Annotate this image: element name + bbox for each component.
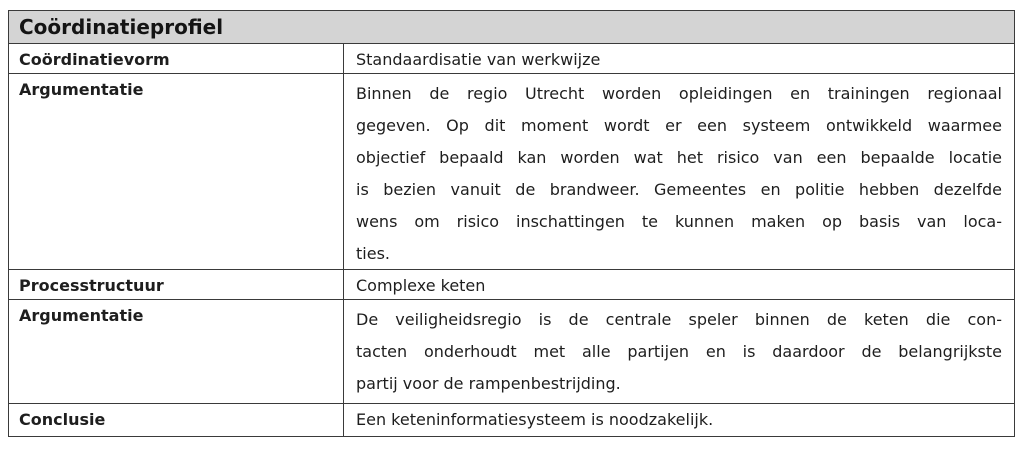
table-row-coordination-form	[9, 44, 1014, 74]
value-line: ties.	[356, 244, 390, 263]
row-label: Coördinatievorm	[9, 44, 344, 73]
row-value	[344, 404, 1014, 436]
row-label: Processtructuur	[9, 270, 344, 299]
row-value	[344, 44, 1014, 73]
value-line: Complexe keten	[356, 276, 486, 295]
value-line: De veiligheidsregio is de centrale speler binnen de keten die con-	[356, 310, 1002, 329]
value-line: partij voor de rampenbestrijding.	[356, 374, 621, 393]
value-line: is bezien vanuit de brandweer. Gemeentes en politie hebben dezelfde	[356, 180, 1002, 199]
row-value	[344, 74, 1014, 269]
value-line: Een keteninformatiesysteem is noodzakelijk.	[356, 410, 714, 429]
table-row-conclusion	[9, 404, 1014, 436]
coordination-profile-table	[8, 10, 1015, 437]
value-line: wens om risico inschattingen te kunnen maken op basis van loca-	[356, 212, 1002, 231]
value-line: objectief bepaald kan worden wat het risico van een bepaalde locatie	[356, 148, 1002, 167]
table-row-argumentation-2	[9, 300, 1014, 404]
table-row-process-structure	[9, 270, 1014, 300]
row-label: Argumentatie	[9, 74, 344, 269]
row-value	[344, 300, 1014, 403]
value-line: Standaardisatie van werkwijze	[356, 50, 601, 69]
row-value	[344, 270, 1014, 299]
value-line: tacten onderhoudt met alle partijen en is daardoor de belangrijkste	[356, 342, 1002, 361]
row-label: Argumentatie	[9, 300, 344, 403]
value-line: Binnen de regio Utrecht worden opleidingen en trainingen regionaal	[356, 84, 1002, 103]
table-row-argumentation-1	[9, 74, 1014, 270]
row-label: Conclusie	[9, 404, 344, 436]
table-title: Coördinatieprofiel	[9, 11, 1014, 44]
value-line: gegeven. Op dit moment wordt er een systeem ontwikkeld waarmee	[356, 116, 1002, 135]
